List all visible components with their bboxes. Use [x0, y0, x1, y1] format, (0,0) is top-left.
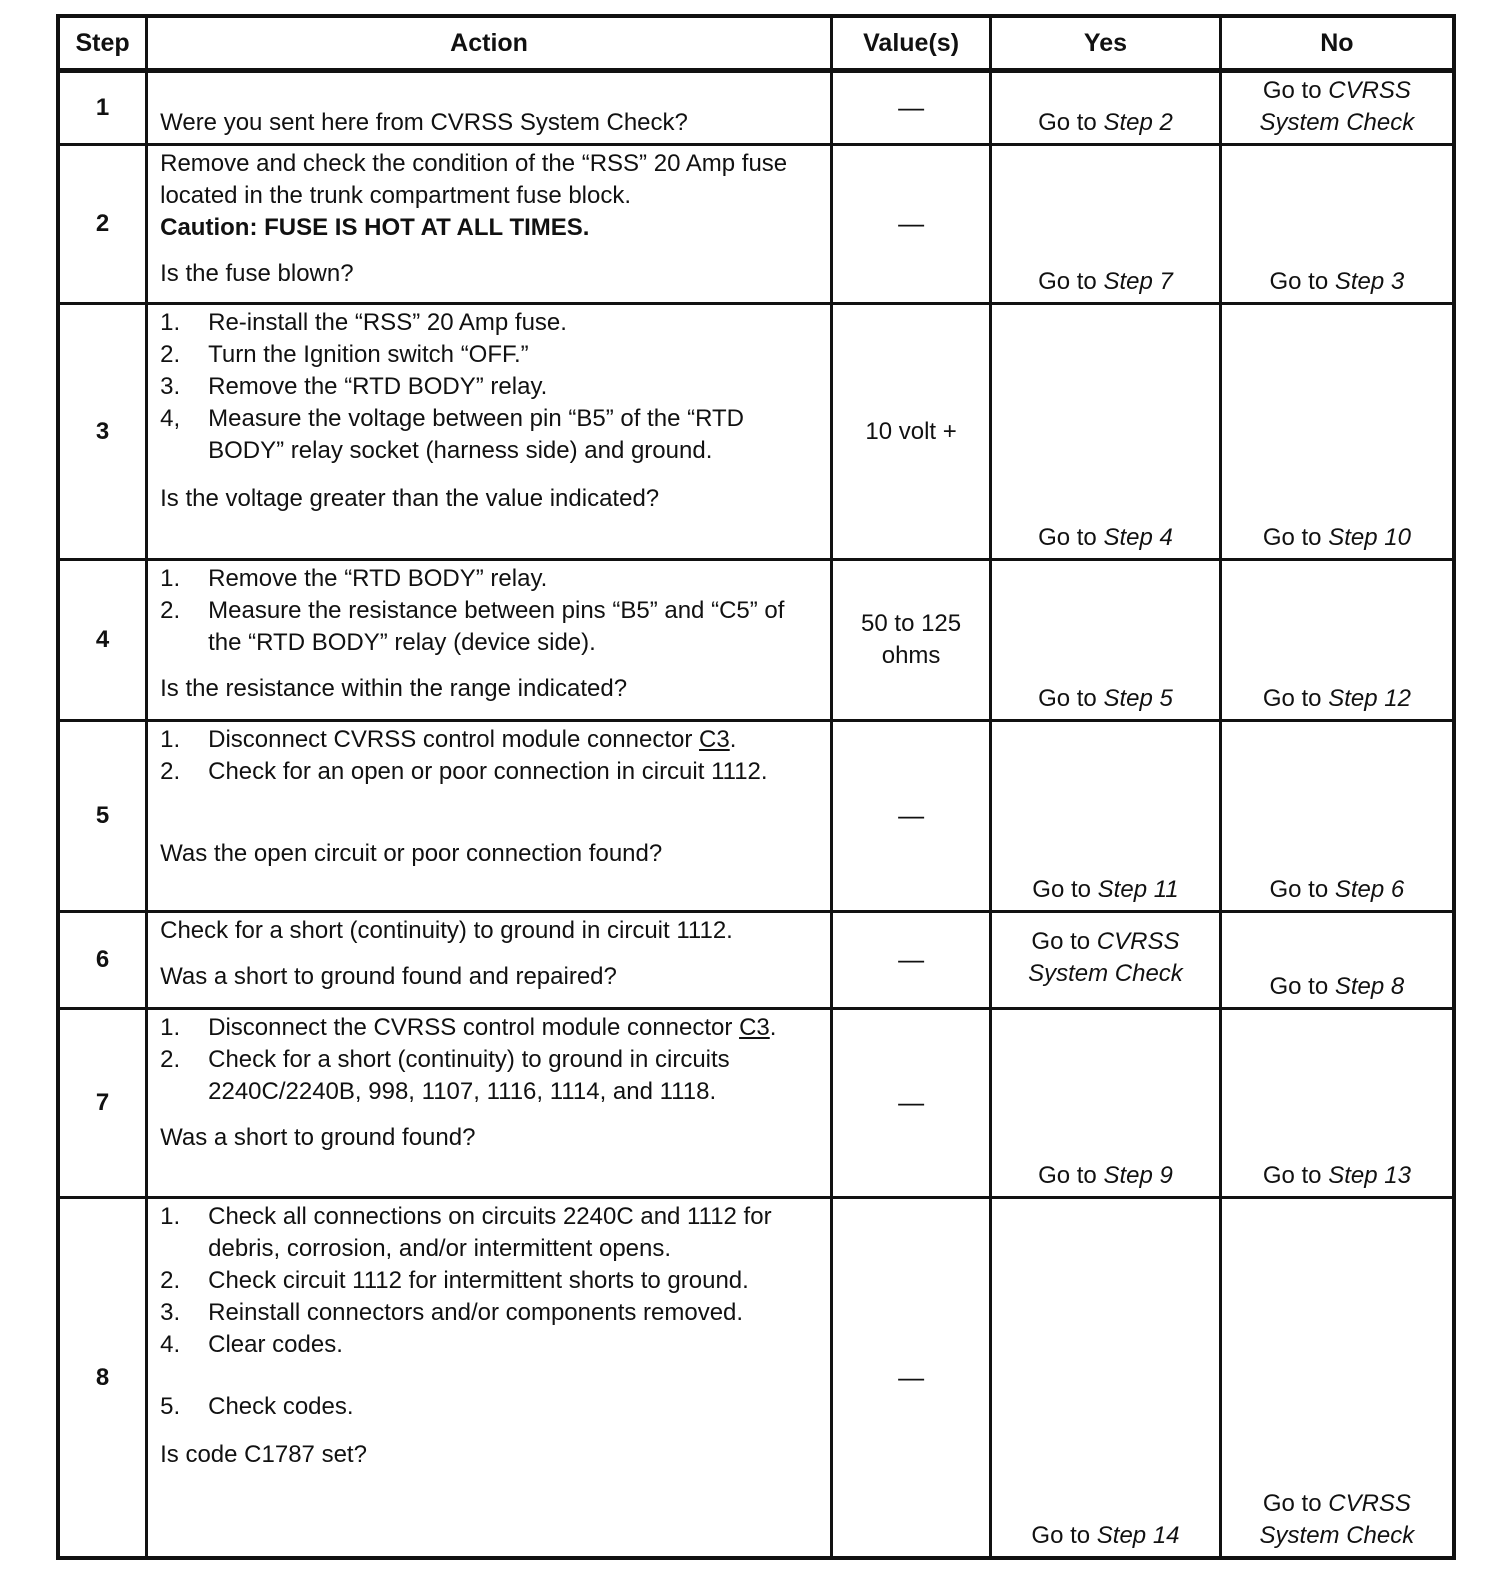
item-text	[208, 1012, 822, 1044]
item-number: 1.	[160, 565, 181, 593]
value-cell	[832, 71, 991, 145]
step-number: 7	[58, 1008, 147, 1197]
no-cell	[1220, 1008, 1454, 1197]
item-number: 3.	[160, 1299, 181, 1327]
yes-target: Step 4	[1103, 524, 1173, 552]
action-list	[160, 563, 822, 659]
item-number: 1.	[160, 726, 181, 754]
list-item	[160, 1044, 822, 1108]
value-text: 50 to 125 ohms	[861, 610, 962, 670]
table-row	[58, 71, 1454, 145]
item-number: 2.	[160, 1045, 181, 1073]
no-target: Step 6	[1334, 876, 1405, 904]
step-number: 6	[58, 912, 147, 1009]
value-cell	[832, 1008, 991, 1197]
item-text: Reinstall connectors and/or components removed.	[208, 1299, 744, 1327]
action-question: Is the fuse blown?	[160, 260, 354, 288]
list-item	[160, 563, 822, 595]
list-item	[160, 371, 822, 403]
value-text: —	[898, 208, 925, 239]
yes-prefix: Go to	[1032, 876, 1098, 904]
step-number: 1	[58, 71, 147, 145]
value-cell	[832, 560, 991, 721]
item-number: 1.	[160, 309, 181, 337]
list-item	[160, 756, 822, 788]
table-row	[58, 145, 1454, 304]
item-number: 2.	[160, 1267, 181, 1295]
item-text: Measure the resistance between pins “B5” and “C5” of the “RTD BODY” relay (device side).	[208, 597, 785, 657]
value-cell	[832, 912, 991, 1009]
action-list	[160, 307, 822, 467]
item-text: Turn the Ignition switch “OFF.”	[208, 341, 529, 369]
list-item	[160, 1265, 822, 1297]
yes-cell	[991, 1008, 1221, 1197]
item-text: Check all connections on circuits 2240C and 1112 for debris, corrosion, and/or intermittent opens.	[208, 1203, 772, 1263]
no-cell	[1220, 560, 1454, 721]
list-item	[160, 403, 822, 467]
table-row	[58, 560, 1454, 721]
no-target: Step 10	[1328, 524, 1411, 552]
action-intro: Remove and check the condition of the “RSS” 20 Amp fuse located in the trunk compartment fuse block.	[160, 150, 788, 210]
yes-target: Step 9	[1103, 1162, 1173, 1190]
table-row	[58, 304, 1454, 560]
yes-cell	[991, 71, 1221, 145]
action-list	[160, 1201, 822, 1423]
step-number: 4	[58, 560, 147, 721]
item-text: Re-install the “RSS” 20 Amp fuse.	[208, 309, 567, 337]
header-step: Step	[58, 16, 147, 71]
no-target: Step 12	[1328, 685, 1411, 713]
yes-cell	[991, 912, 1221, 1009]
list-item	[160, 307, 822, 339]
yes-target: Step 2	[1103, 109, 1173, 137]
yes-cell	[991, 145, 1221, 304]
list-item	[160, 1297, 822, 1329]
no-target: Step 13	[1328, 1162, 1411, 1190]
action-cell	[147, 721, 832, 912]
no-prefix: Go to	[1262, 77, 1329, 105]
list-item	[160, 724, 822, 756]
action-cell	[147, 145, 832, 304]
action-list	[160, 724, 822, 788]
yes-prefix: Go to	[1031, 928, 1097, 956]
action-cell	[147, 1198, 832, 1558]
yes-cell	[991, 560, 1221, 721]
connector-ref: C3	[699, 726, 730, 754]
action-cell	[147, 560, 832, 721]
yes-prefix: Go to	[1038, 268, 1104, 296]
no-target: CVRSS System Check	[1259, 1490, 1415, 1549]
yes-cell	[991, 304, 1221, 560]
item-number: 1.	[160, 1203, 181, 1231]
header-action: Action	[147, 16, 832, 71]
item-text-pre: Disconnect CVRSS control module connector	[208, 726, 700, 754]
value-text: —	[898, 944, 925, 975]
value-text: —	[898, 800, 925, 831]
no-target: CVRSS System Check	[1259, 77, 1415, 137]
yes-cell	[991, 721, 1221, 912]
value-text: —	[898, 1087, 925, 1118]
no-prefix: Go to	[1262, 524, 1329, 552]
yes-prefix: Go to	[1038, 109, 1104, 137]
value-text: 10 volt +	[865, 417, 957, 445]
item-text: Remove the “RTD BODY” relay.	[208, 373, 548, 401]
action-question: Is the voltage greater than the value indicated?	[160, 485, 660, 513]
list-item	[160, 1012, 822, 1044]
no-cell	[1220, 145, 1454, 304]
action-question: Was a short to ground found?	[160, 1123, 476, 1151]
yes-prefix: Go to	[1038, 1162, 1104, 1190]
action-cell	[147, 71, 832, 145]
header-yes: Yes	[991, 16, 1221, 71]
item-number: 2.	[160, 341, 181, 369]
no-prefix: Go to	[1262, 1162, 1329, 1190]
no-prefix: Go to	[1269, 268, 1335, 296]
item-text: Check circuit 1112 for intermittent shorts to ground.	[208, 1267, 749, 1295]
item-number: 5.	[160, 1393, 181, 1421]
no-prefix: Go to	[1262, 1490, 1329, 1517]
action-question: Was the open circuit or poor connection found?	[160, 840, 663, 868]
item-number: 2.	[160, 597, 181, 625]
no-cell	[1220, 1198, 1454, 1558]
header-values: Value(s)	[832, 16, 991, 71]
action-cell	[147, 1008, 832, 1197]
item-text: Check codes.	[208, 1393, 354, 1421]
step-number: 3	[58, 304, 147, 560]
action-question: Was a short to ground found and repaired?	[160, 963, 617, 991]
no-cell	[1220, 721, 1454, 912]
connector-ref: C3	[739, 1013, 770, 1041]
no-prefix: Go to	[1269, 972, 1335, 1000]
header-row	[58, 16, 1454, 71]
item-text: Remove the “RTD BODY” relay.	[208, 565, 548, 593]
item-text: Check for an open or poor connection in circuit 1112.	[208, 758, 768, 786]
step-number: 5	[58, 721, 147, 912]
value-cell	[832, 721, 991, 912]
yes-target: Step 5	[1103, 685, 1173, 713]
list-item	[160, 1201, 822, 1265]
item-number: 2.	[160, 758, 181, 786]
item-number: 3.	[160, 373, 181, 401]
no-cell	[1220, 912, 1454, 1009]
item-text-pre: Disconnect the CVRSS control module connector	[208, 1013, 740, 1041]
no-prefix: Go to	[1262, 685, 1329, 713]
yes-cell	[991, 1198, 1221, 1558]
action-cell	[147, 912, 832, 1009]
yes-target: CVRSS System Check	[1028, 928, 1183, 988]
action-cell	[147, 304, 832, 560]
no-cell	[1220, 304, 1454, 560]
action-question: Is the resistance within the range indicated?	[160, 675, 628, 703]
table-row	[58, 1008, 1454, 1197]
item-text-post: .	[769, 1013, 777, 1041]
no-target: Step 3	[1334, 268, 1405, 296]
action-caution: Caution: FUSE IS HOT AT ALL TIMES.	[160, 214, 590, 242]
item-number: 1.	[160, 1013, 181, 1041]
value-text: —	[898, 1361, 925, 1392]
table-row	[58, 1198, 1454, 1558]
item-text: Check for a short (continuity) to ground in circuits 2240C/2240B, 998, 1107, 1116, 1114, and 1118.	[208, 1045, 730, 1105]
list-item	[160, 595, 822, 659]
no-cell	[1220, 71, 1454, 145]
list-item	[160, 1329, 822, 1361]
yes-prefix: Go to	[1031, 1522, 1097, 1549]
action-question: Is code C1787 set?	[160, 1441, 367, 1469]
action-question: Were you sent here from CVRSS System Check?	[160, 109, 688, 137]
table-row	[58, 721, 1454, 912]
diagnostic-table	[56, 14, 1456, 1560]
item-text: Clear codes.	[208, 1331, 343, 1359]
yes-target: Step 7	[1103, 268, 1173, 296]
item-text: Measure the voltage between pin “B5” of the “RTD BODY” relay socket (harness side) and ground.	[208, 405, 744, 465]
value-cell	[832, 145, 991, 304]
table-row	[58, 912, 1454, 1009]
yes-target: Step 11	[1097, 876, 1179, 904]
item-text	[208, 724, 822, 756]
yes-target: Step 14	[1096, 1522, 1180, 1549]
item-text-post: .	[729, 726, 737, 754]
header-no: No	[1220, 16, 1454, 71]
value-text: —	[898, 92, 925, 123]
action-list	[160, 1012, 822, 1108]
step-number: 2	[58, 145, 147, 304]
list-item	[160, 1391, 822, 1423]
action-intro: Check for a short (continuity) to ground in circuit 1112.	[160, 917, 733, 945]
step-number: 8	[58, 1198, 147, 1558]
yes-prefix: Go to	[1038, 524, 1104, 552]
item-number: 4,	[160, 405, 181, 433]
value-cell	[832, 1198, 991, 1558]
no-target: Step 8	[1334, 972, 1405, 1000]
yes-prefix: Go to	[1038, 685, 1104, 713]
item-number: 4.	[160, 1331, 181, 1359]
value-cell	[832, 304, 991, 560]
list-item	[160, 339, 822, 371]
no-prefix: Go to	[1269, 876, 1335, 904]
